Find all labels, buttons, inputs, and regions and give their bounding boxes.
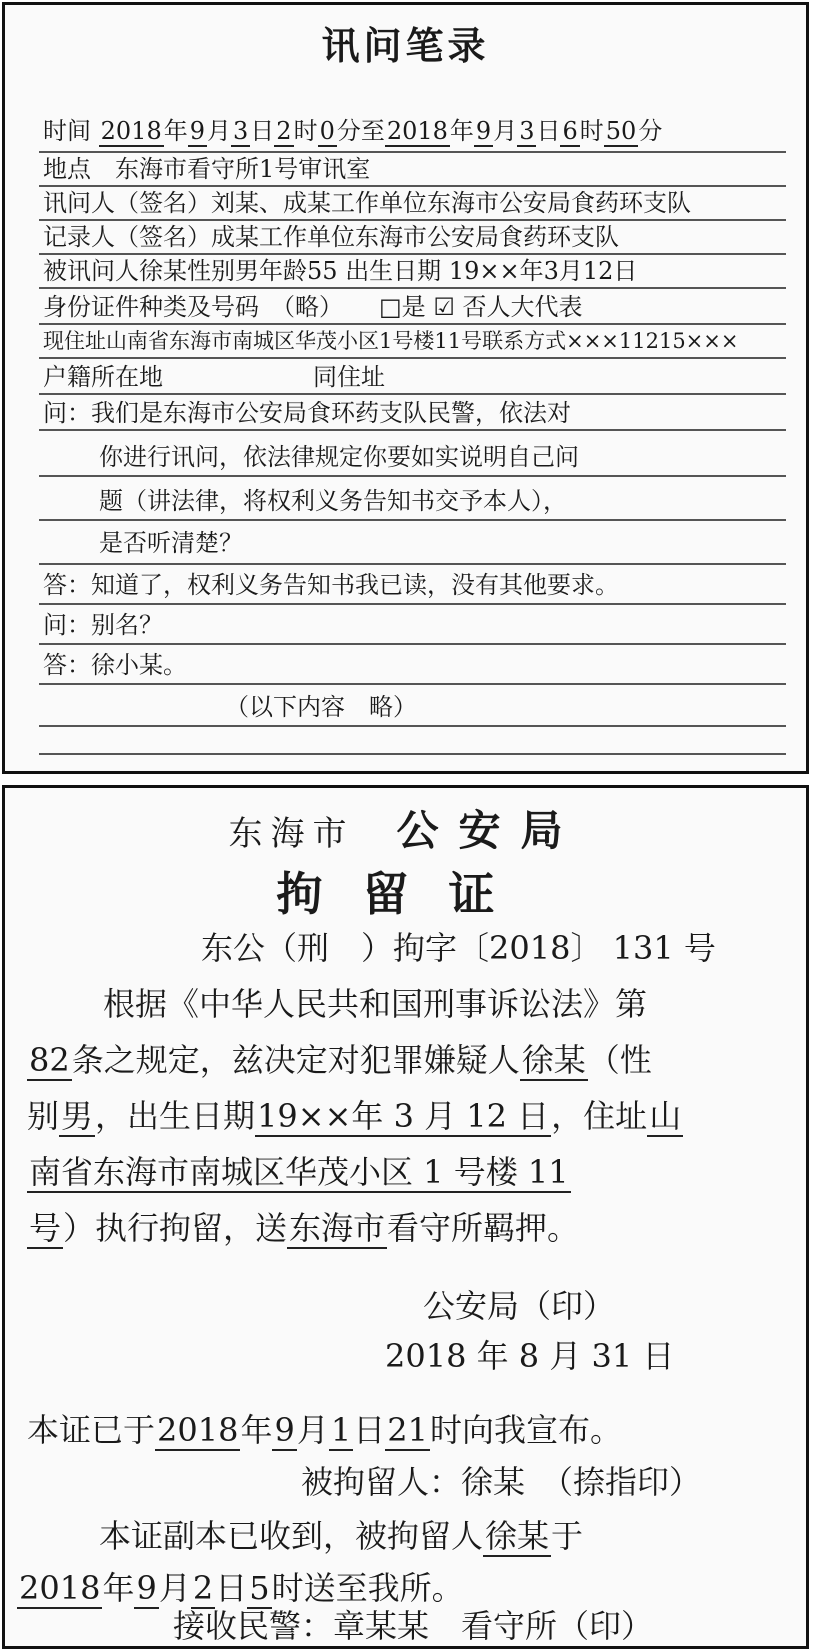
npc-no-checkbox: ☑ 否人大代表 bbox=[433, 293, 583, 321]
id-line: 身份证件种类及号码 （略） □是 ☑ 否人大代表 bbox=[43, 293, 583, 321]
receiver-line: 接收民警：章某某 看守所（印） bbox=[173, 1607, 654, 1645]
address-line: 现住址山南省东海市南城区华茂小区1号楼11号联系方式×××11215××× bbox=[43, 329, 739, 353]
recorder-line: 记录人（签名）成某工作单位东海市公安局食药环支队 bbox=[43, 223, 619, 251]
announcement-line: 本证已于2018年9月1日21时向我宣布。 bbox=[27, 1411, 622, 1449]
question-1-line-1: 问：我们是东海市公安局食环药支队民警，依法对 bbox=[43, 399, 571, 427]
npc-yes-checkbox: □是 bbox=[379, 293, 426, 321]
issue-date: 2018 年 8 月 31 日 bbox=[385, 1337, 675, 1375]
subject-line: 被讯问人徐某性别男年龄55 出生日期 19××年3月12日 bbox=[43, 257, 638, 285]
question-1-line-4: 是否听清楚？ bbox=[99, 529, 243, 557]
question-1-line-2: 你进行讯问，依法律规定你要如实说明自己问 bbox=[99, 443, 579, 471]
document-number: 东公（刑 ）拘字〔2018〕 131 号 bbox=[201, 929, 716, 967]
copy-received-line: 本证副本已收到，被拘留人徐某于 bbox=[99, 1517, 584, 1555]
body-line-2: 82条之规定，兹决定对犯罪嫌疑人徐某（性 bbox=[29, 1041, 652, 1079]
answer-2: 答：徐小某。 bbox=[43, 651, 187, 679]
warrant-issuer-title: 东海市 公安局 bbox=[228, 806, 583, 855]
interrogation-record-panel bbox=[2, 2, 809, 774]
detention-warrant-panel bbox=[2, 785, 809, 1649]
interrogator-line: 讯问人（签名）刘某、成某工作单位东海市公安局食药环支队 bbox=[43, 189, 691, 217]
record-title: 讯问笔录 bbox=[321, 23, 490, 68]
question-1-line-3: 题（讲法律，将权利义务告知书交予本人）， bbox=[99, 487, 567, 515]
question-2: 问：别名？ bbox=[43, 611, 163, 639]
body-line-5: 号）执行拘留，送东海市看守所羁押。 bbox=[29, 1209, 580, 1247]
issuer-seal: 公安局（印） bbox=[423, 1287, 616, 1325]
body-line-4: 南省东海市南城区华茂小区 1 号楼 11 bbox=[29, 1153, 569, 1191]
delivery-time-line: 2018年9月2日5时送至我所。 bbox=[19, 1569, 464, 1607]
answer-1: 答：知道了，权利义务告知书我已读，没有其他要求。 bbox=[43, 571, 619, 599]
place-line: 地点 东海市看守所1号审讯室 bbox=[43, 155, 371, 183]
time-line: 时间 2018年9月3日2时0分至2018年9月3日6时50分 bbox=[43, 117, 663, 145]
body-line-1: 根据《中华人民共和国刑事诉讼法》第 bbox=[103, 985, 648, 1023]
detainee-line: 被拘留人：徐某 （捺指印） bbox=[301, 1463, 702, 1501]
hukou-line: 户籍所在地 同住址 bbox=[43, 363, 385, 391]
place-value: 东海市看守所1号审讯室 bbox=[115, 155, 371, 183]
warrant-title: 拘留证 bbox=[276, 867, 535, 921]
omitted-note: （以下内容 略） bbox=[225, 693, 417, 721]
body-line-3: 别男，出生日期19××年 3 月 12 日，住址山 bbox=[27, 1097, 682, 1135]
